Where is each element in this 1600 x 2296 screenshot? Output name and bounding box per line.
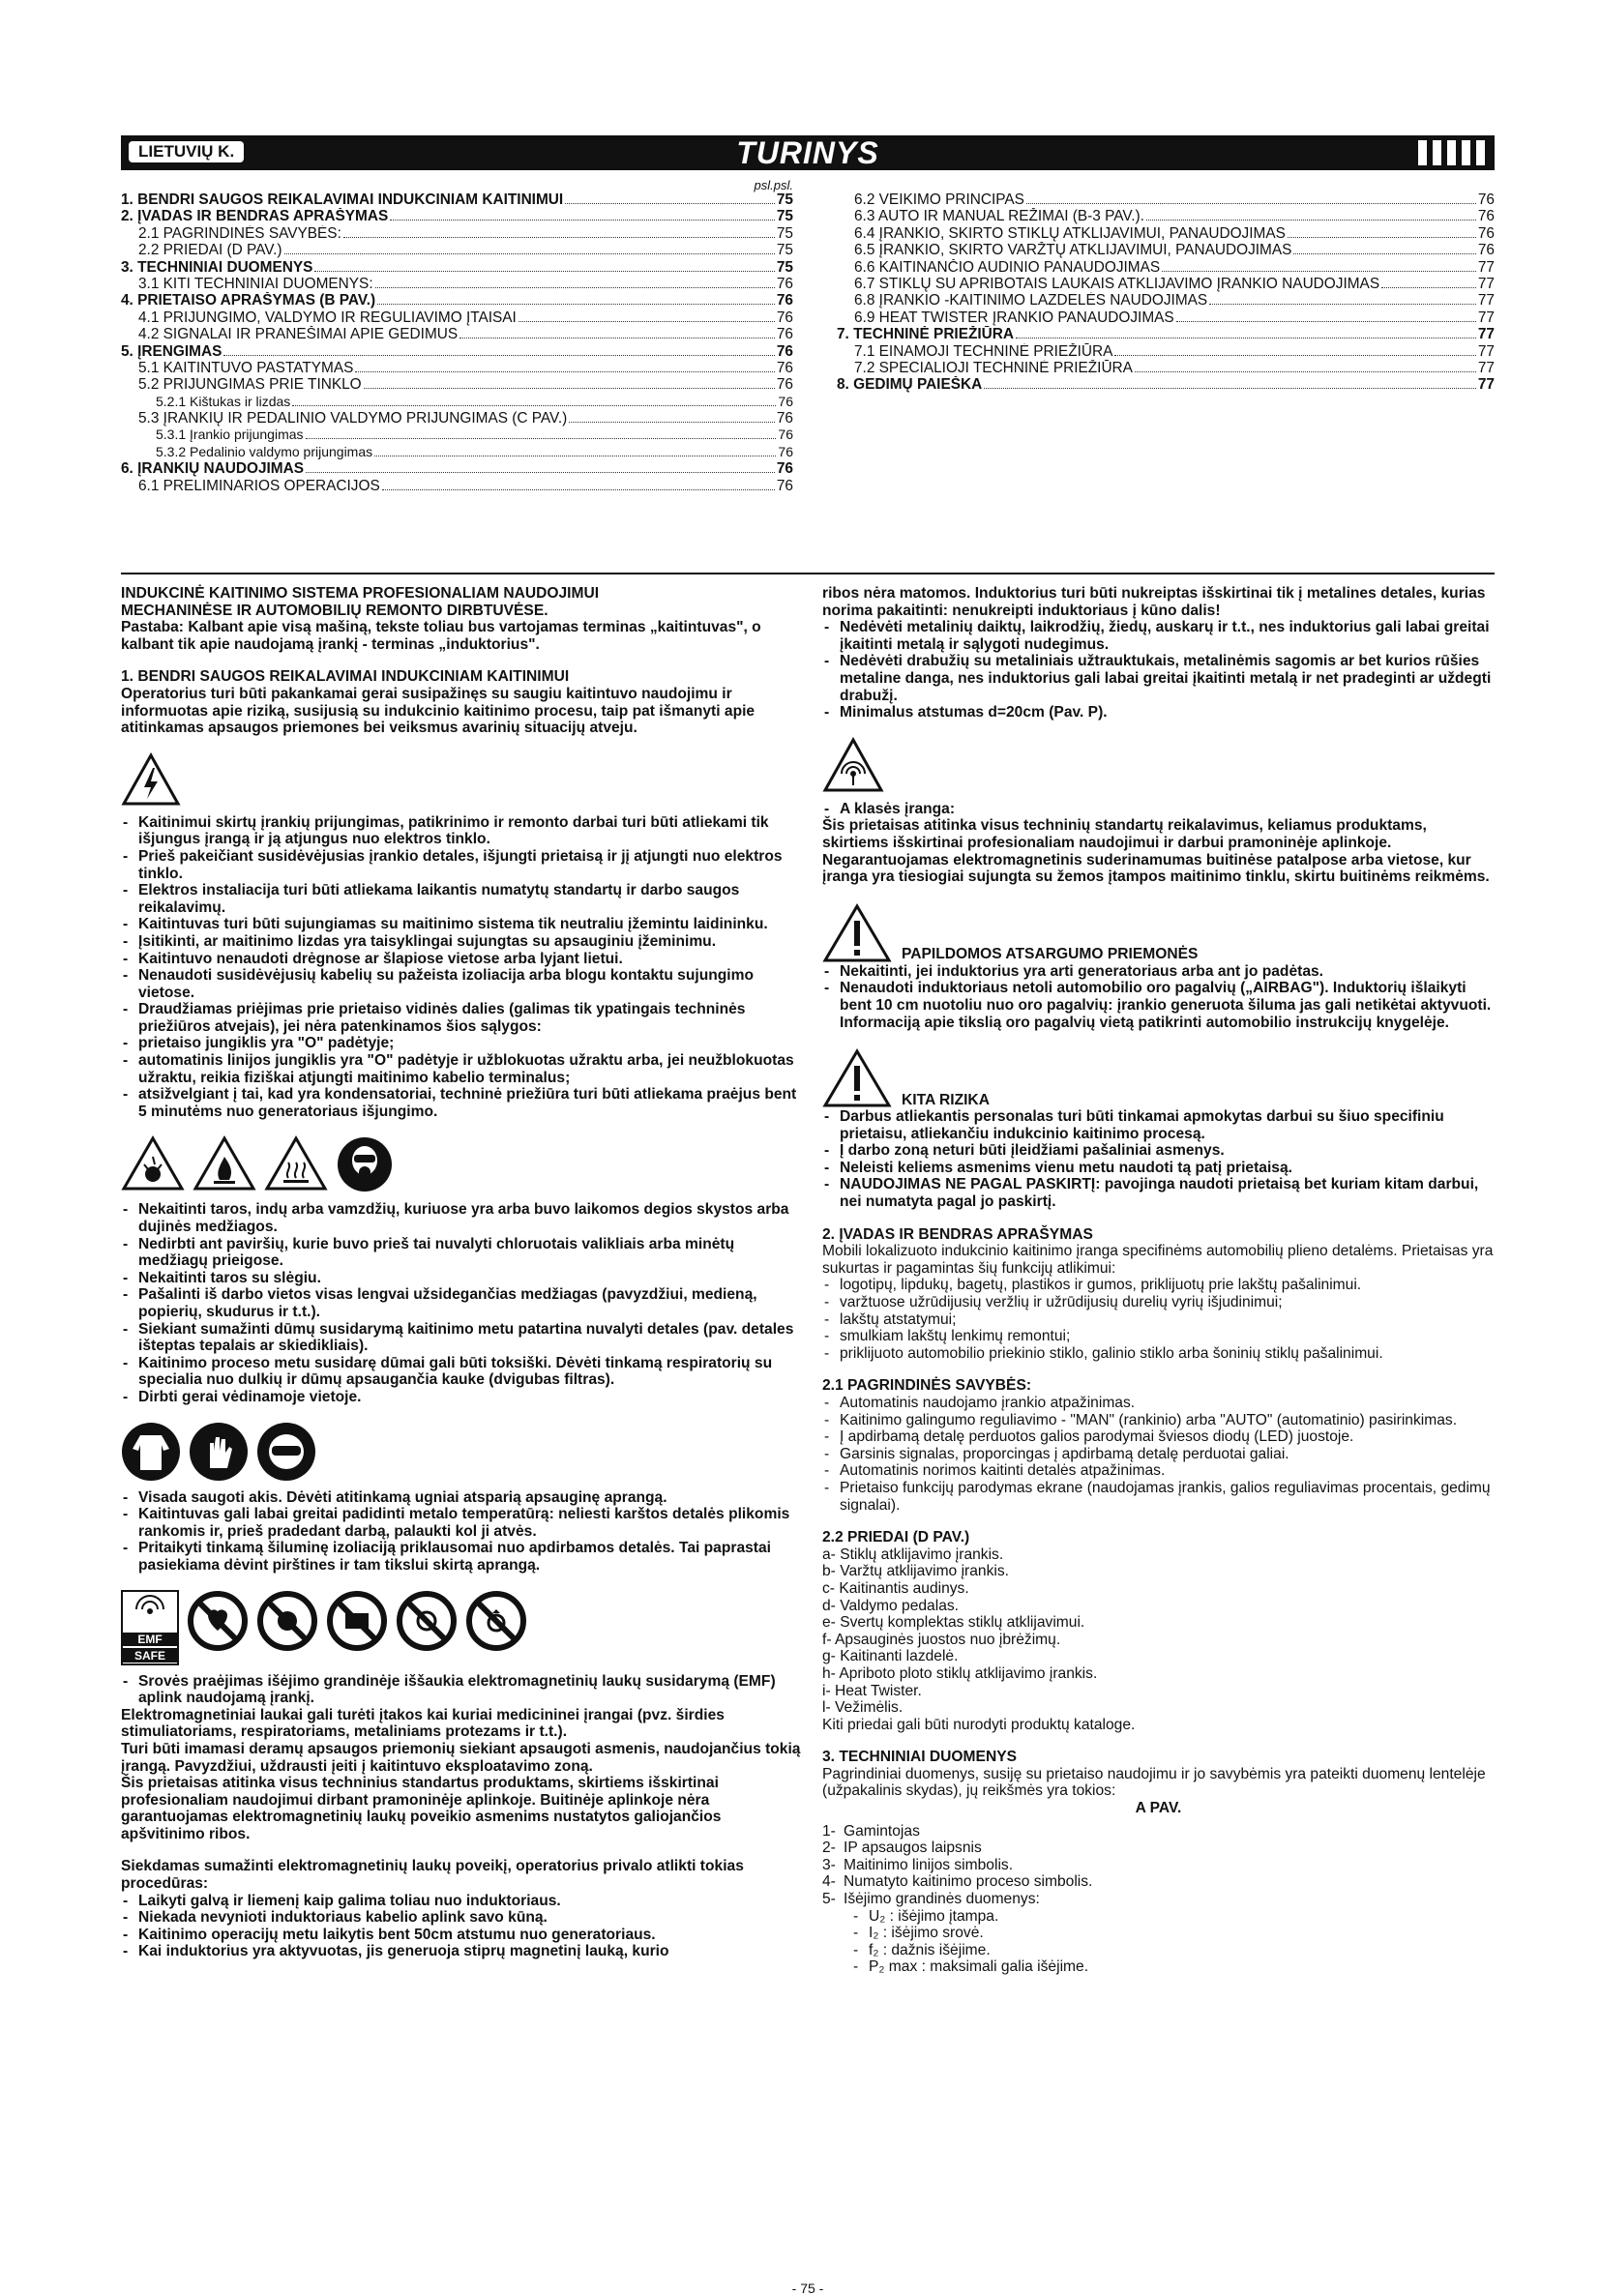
item-number: 2- <box>822 1840 836 1857</box>
extra-precautions-list <box>822 963 1495 1031</box>
list-item: - prietaiso jungiklis yra "O" padėtyje; <box>121 1035 808 1052</box>
toc-page-label: psl.psl. <box>754 178 793 192</box>
respirator-mask-icon <box>336 1135 394 1193</box>
toc-entry-title: 5. ĮRENGIMAS <box>121 342 222 360</box>
section-3-title: 3. TECHNINIAI DUOMENYS <box>822 1749 1018 1766</box>
accessories-note: Kiti priedai gali būti nurodyti produktų kataloge. <box>822 1716 1136 1733</box>
list-item: - Prietaiso funkcijų parodymas ekrane (naudojamas įrankis, galios reguliavimas procentais, gedimų signalai). <box>822 1480 1495 1514</box>
section-2-text: Mobili lokalizuoto indukcinio kaitinimo įranga specifinėms automobilių plieno detalėms. Prietaisas yra sukurtas ir pagamintas šių funkcijų atlikimui: <box>822 1243 1494 1277</box>
toc-entry-page: 77 <box>1477 292 1495 309</box>
toc-entry-page: 76 <box>776 460 793 478</box>
no-watch-icon <box>396 1590 458 1652</box>
list-item: - Elektros instaliacija turi būti atliekama laikantis numatytų standartų ir darbo saugos reikalavimų. <box>121 882 808 916</box>
toc-entry <box>837 309 1495 326</box>
list-item: - Minimalus atstumas d=20cm (Pav. P). <box>822 704 1495 721</box>
flammable-hazard-icon <box>193 1135 256 1192</box>
toc-entry-page: 77 <box>1477 342 1495 360</box>
toc-entry-page: 76 <box>776 376 793 394</box>
item-number: 3- <box>822 1856 836 1873</box>
accessory-item: g- Kaitinanti lazdelė. <box>822 1648 959 1665</box>
list-item: - U₂ : išėjimo įtampa. <box>851 1908 1495 1926</box>
toc-entry-title: 5.3 ĮRANKIŲ IR PEDALINIO VALDYMO PRIJUNGIMAS (C PAV.) <box>138 410 568 427</box>
no-pacemaker-icon <box>187 1590 249 1652</box>
toc-entry-title: 6.2 VEIKIMO PRINCIPAS <box>854 191 1024 208</box>
list-item: - Srovės praėjimas išėjimo grandinėje iššaukia elektromagnetinių laukų susidarymą (EMF) aplink naudojamą įrankį. <box>121 1673 808 1707</box>
accessory-item: d- Valdymo pedalas. <box>822 1597 959 1614</box>
item-number: 5- <box>822 1891 836 1908</box>
page-header <box>121 135 1495 170</box>
toc-entry-page: 76 <box>776 275 793 292</box>
toc-entry-title: 6.5 ĮRANKIO, SKIRTO VARŽTŲ ATKLIJAVIMUI, PANAUDOJIMAS <box>854 242 1292 259</box>
toc-entry-title: 1. BENDRI SAUGOS REIKALAVIMAI INDUKCINIAM KAITINIMUI <box>121 191 564 208</box>
toc-entry-page: 76 <box>778 427 793 443</box>
list-item: - Pašalinti iš darbo vietos visas lengvai užsidegančias medžiagas (pavyzdžiui, medieną, popierių, skudurus ir t.t.). <box>121 1286 808 1320</box>
list-item: - Įsitikinti, ar maitinimo lizdas yra taisyklingai sujungtas su apsauginiu įžeminimu. <box>121 933 808 951</box>
toc-entry <box>121 259 793 276</box>
emf-procedures-list <box>121 1893 808 1960</box>
fire-safety-list <box>121 1201 808 1405</box>
list-item: - Pritaikyti tinkamą šiluminę izoliaciją priklausomai nuo apdirbamos detalės. Tai paprastai pasiekiama dėvint pirštines ir tam tikslui skirtą aprangą. <box>121 1540 808 1574</box>
list-item: - Kai induktorius yra aktyvuotas, jis generuoja stiprų magnetinį lauką, kurio <box>121 1943 808 1960</box>
toc-entry-page: 77 <box>1477 326 1495 343</box>
list-item: - Neleisti keliems asmenims vienu metu naudoti tą patį prietaisą. <box>822 1160 1495 1177</box>
continued-text: ribos nėra matomos. Induktorius turi būti nukreiptas išskirtinai tik į metalines detales, kurias norima pakaitinti: nenukreipti induktoriaus į kūno dalis! <box>822 585 1486 619</box>
section-divider <box>121 573 1495 574</box>
toc-entry <box>121 191 793 208</box>
emf-label: EMF <box>137 1632 163 1646</box>
toc-entry <box>121 410 793 427</box>
electric-warning-icons <box>121 752 808 807</box>
emf-text-3: Šis prietaisas atitinka visus techninius standartus produktams, skirtiems išskirtinai profesionaliam naudojimui dirbant pramoninėje aplinkoje. Buitinėje aplinkoje nėra garantuojamas elektromagnetinių laukų poveikio asmenims nustatytos galiojančios apšvitinimo ribos. <box>121 1775 722 1842</box>
toc-entry <box>837 208 1495 224</box>
toc-entry-title: 6.7 STIKLŲ SU APRIBOTAIS LAUKAIS ATKLIJAVIMO ĮRANKIO NAUDOJIMAS <box>854 275 1380 292</box>
no-metal-objects-icon <box>326 1590 388 1652</box>
electric-safety-list <box>121 814 808 1121</box>
item-number: 4- <box>822 1873 836 1891</box>
accessory-item: b- Varžtų atklijavimo įrankis. <box>822 1563 1009 1580</box>
fire-warning-icons <box>121 1135 808 1193</box>
toc-entry <box>121 225 793 242</box>
section-2-2-title: 2.2 PRIEDAI (D PAV.) <box>822 1529 970 1546</box>
toc-entry <box>121 444 793 460</box>
toc-entry <box>121 292 793 309</box>
data-plate-item <box>822 1857 1495 1874</box>
data-plate-item <box>822 1840 1495 1857</box>
toc-entry <box>121 360 793 376</box>
toc-entry-title: 6.3 AUTO IR MANUAL REŽIMAI (B-3 PAV.). <box>854 208 1144 225</box>
toc-entry-title: 6.6 KAITINANČIO AUDINIO PANAUDOJIMAS <box>854 258 1161 276</box>
toc-entry-title: 6.1 PRELIMINARIOS OPERACIJOS <box>138 477 380 494</box>
toc-entry-page: 75 <box>776 208 793 225</box>
toc-entry <box>121 460 793 477</box>
toc-entry-title: 6.9 HEAT TWISTER ĮRANKIO PANAUDOJIMAS <box>854 309 1174 326</box>
list-item: - Nenaudoti susidėvėjusių kabelių su pažeista izoliacija arba blogu kontaktu sujungimo vietose. <box>121 967 808 1001</box>
toc-entry-title: 2.2 PRIEDAI (D PAV.) <box>138 242 282 259</box>
emf-text-1: Elektromagnetiniai laukai gali turėti įtakos kai kuriai medicininei įrangai (pvz. širdies stimuliatoriams, respiratoriams, metaliniams protezams ir t.t.). <box>121 1706 725 1741</box>
no-jewelry-icon <box>465 1590 527 1652</box>
other-risk-list <box>822 1108 1495 1176</box>
toc-entry-title: 3.1 KITI TECHNINIAI DUOMENYS: <box>138 275 373 292</box>
toc-entry <box>121 343 793 360</box>
other-risk-title: KITA RIZIKA <box>902 1091 990 1108</box>
section-2-title: 2. ĮVADAS IR BENDRAS APRAŠYMAS <box>822 1225 1093 1243</box>
toc-entry <box>121 376 793 393</box>
data-plate-item <box>822 1823 1495 1840</box>
ppe-list <box>121 1489 808 1575</box>
toc-entry <box>837 225 1495 242</box>
eye-protection-icon <box>256 1422 316 1482</box>
toc-entry <box>121 326 793 342</box>
figure-a-label: A PAV. <box>1135 1800 1182 1817</box>
item-text: Gamintojas <box>844 1822 920 1840</box>
list-item: - smulkiam lakštų lenkimų remontui; <box>822 1328 1495 1345</box>
accessory-item: c- Kaitinantis audinys. <box>822 1579 969 1597</box>
toc-entry <box>121 276 793 292</box>
toc-entry-title: 2. ĮVADAS IR BENDRAS APRAŠYMAS <box>121 208 389 225</box>
list-item: - Visada saugoti akis. Dėvėti atitinkamą ugniai atsparią apsauginę aprangą. <box>121 1489 808 1507</box>
magnetic-field-hazard-icon <box>822 737 884 793</box>
intro-note: Pastaba: Kalbant apie visą mašiną, tekste toliau bus vartojamas terminas „kaitintuvas", o kalbant tik apie naudojamą įrankį - terminas „induktorius". <box>121 619 761 653</box>
section-2-1-title: 2.1 PAGRINDINĖS SAVYBĖS: <box>822 1377 1032 1395</box>
toc-entry-page: 76 <box>1477 191 1495 208</box>
list-item: - Nedirbti ant paviršių, kurie buvo prieš tai nuvalyti chloruotais valikliais arba minėtų medžiagų prieigose. <box>121 1236 808 1270</box>
toc-entry <box>121 427 793 443</box>
metal-objects-list <box>822 619 1495 721</box>
toc-entry-page: 75 <box>776 191 793 208</box>
left-column <box>121 585 808 1960</box>
content-body <box>121 585 1495 2220</box>
misuse-warning: - NAUDOJIMAS NE PAGAL PASKIRTĮ: pavojinga naudoti prietaisą bet kuriam kitam darbui, nei numatyta pagal jo paskirtį. <box>822 1176 1495 1210</box>
toc-entry-page: 76 <box>776 359 793 376</box>
language-tag: LIETUVIŲ K. <box>129 141 244 162</box>
protective-clothing-icon <box>121 1422 181 1482</box>
list-item: - Niekada nevynioti induktoriaus kabelio aplink savo kūną. <box>121 1909 808 1927</box>
list-item: - Į apdirbamą detalę perduotos galios parodymai šviesos diodų (LED) juostoje. <box>822 1428 1495 1446</box>
accessories-list <box>822 1546 1495 1717</box>
data-plate-item <box>822 1873 1495 1891</box>
section-2-1-list <box>822 1395 1495 1514</box>
toc-entry <box>121 208 793 224</box>
toc-entry-title: 8. GEDIMŲ PAIEŠKA <box>837 376 983 394</box>
list-item: - Draudžiamas priėjimas prie prietaiso vidinės dalies (galimas tik ypatingais techninės priežiūros atvejais), jei nėra patenkinamos šios sąlygos: <box>121 1001 808 1035</box>
accessory-item: f- Apsauginės juostos nuo įbrėžimų. <box>822 1631 1061 1648</box>
accessory-item: h- Apriboto ploto stiklų atklijavimo įrankis. <box>822 1664 1098 1682</box>
data-plate-item <box>822 1891 1495 1908</box>
list-item: - Nenaudoti induktoriaus netoli automobilio oro pagalvių („AIRBAG"). Induktorių išlaikyti bent 10 cm nuotoliu nuo oro pagalvių: įrankio generuota šiluma jas gali netikėtai aktyvuoti. Informaciją apie tikslią oro pagalvių vietą patikrinti automobilio instrukcijų knygelėje. <box>822 980 1495 1031</box>
toc-entry-page: 75 <box>776 224 793 242</box>
list-item: - Laikyti galvą ir liemenį kaip galima toliau nuo induktoriaus. <box>121 1893 808 1910</box>
list-item: - P₂ max : maksimali galia išėjime. <box>851 1958 1495 1976</box>
toc-right-column <box>837 178 1495 394</box>
toc-entry-page: 75 <box>776 258 793 276</box>
class-a-title: - A klasės įranga: <box>822 801 1495 818</box>
section-2-list <box>822 1277 1495 1362</box>
toc-entry <box>837 343 1495 360</box>
toc-left-column <box>121 178 793 494</box>
item-text: Maitinimo linijos simbolis. <box>844 1856 1014 1873</box>
list-item: - Prieš pakeičiant susidėvėjusias įrankio detales, išjungti prietaisą ir jį atjungti nuo elektros tinklo. <box>121 848 808 882</box>
list-item: - Nedėvėti drabužių su metaliniais užtrauktukais, metalinėmis sagomis ar bet kurios rūšies metaline danga, nes induktorius gali labai greitai įkaitinti metalą ir net pradeginti ar uždegti drabužį. <box>822 653 1495 704</box>
toc-entry-page: 77 <box>1477 376 1495 394</box>
list-item: - varžtuose užrūdijusių veržlių ir užrūdijusių durelių vyrių išjudinimui; <box>822 1294 1495 1311</box>
toc-entry <box>837 242 1495 258</box>
toc-entry-page: 77 <box>1477 359 1495 376</box>
accessory-item: i- Heat Twister. <box>822 1682 922 1699</box>
toc-entry-page: 77 <box>1477 275 1495 292</box>
toc-entry-title: 7.1 EINAMOJI TECHNINĖ PRIEŽIŪRA <box>854 342 1113 360</box>
toc-entry-title: 5.3.2 Pedalinio valdymo prijungimas <box>156 443 373 459</box>
toc-entry-page: 76 <box>1477 208 1495 225</box>
toc-entry-page: 75 <box>776 242 793 259</box>
list-item: - Siekiant sumažinti dūmų susidarymą kaitinimo metu patartina nuvalyti detales (pav. detales išteptas tepalais ar skiedikliais). <box>121 1321 808 1355</box>
toc-entry <box>121 478 793 494</box>
extra-precautions-heading <box>822 903 1495 963</box>
toc-entry-page: 76 <box>778 443 793 459</box>
list-item: - lakštų atstatymui; <box>822 1311 1495 1329</box>
toc-entry-title: 6.8 ĮRANKIO -KAITINIMO LAZDELĖS NAUDOJIMAS <box>854 292 1208 309</box>
data-plate-list <box>822 1823 1495 1908</box>
no-implant-icon <box>256 1590 318 1652</box>
list-item: - f₂ : dažnis išėjime. <box>851 1942 1495 1959</box>
list-item: - Kaitintuvas gali labai greitai padidinti metalo temperatūrą: neliesti karštos detalės plikomis rankomis ir, prieš pradedant darbą, palaukti kol ji atvės. <box>121 1506 808 1540</box>
list-item: - Darbus atliekantis personalas turi būti tinkamai apmokytas darbui su šiuo specifiniu prietaisu, atliekančiu indukcinio kaitinimo procesą. <box>822 1108 1495 1142</box>
list-item: - Kaitinimui skirtų įrankių prijungimas, patikrinimo ir remonto darbai turi būti atliekami tik išjungus įrangą ir ją atjungus nuo elektros tinklo. <box>121 814 808 848</box>
emf-safe-icon <box>121 1590 179 1665</box>
list-item: - Kaitintuvo nenaudoti drėgnose ar šlapiose vietose arba lyjant lietui. <box>121 951 808 968</box>
output-data-list <box>822 1908 1495 1976</box>
emf-text-2: Turi būti imamasi deramų apsaugos priemonių siekiant apsaugoti asmenis, naudojančius tokią įrangą. Pavyzdžiui, uždrausti įeiti į kaitintuvo eksploatavimo zoną. <box>121 1740 801 1775</box>
protective-gloves-icon <box>189 1422 249 1482</box>
safe-label: SAFE <box>133 1648 166 1663</box>
list-item: - atsižvelgiant į tai, kad yra kondensatoriai, techninė priežiūra turi būti atliekama praėjus bent 5 minutėms nuo generatoriaus išjungimo. <box>121 1086 808 1120</box>
toc-entry <box>121 394 793 410</box>
warning-triangle-icon <box>822 1048 892 1108</box>
accessory-item: e- Svertų komplektas stiklų atklijavimui. <box>822 1614 1085 1632</box>
toc-entry-page: 76 <box>776 342 793 360</box>
list-item: - Nedėvėti metalinių daiktų, laikrodžių, žiedų, auskarų ir t.t., nes induktorius gali labai greitai įkaitinti metalą ir sąlygoti nudegimus. <box>822 619 1495 653</box>
item-text: Numatyto kaitinimo proceso simbolis. <box>844 1873 1093 1891</box>
list-item: - Kaitinimo operacijų metu laikytis bent 50cm atstumu nuo generatoriaus. <box>121 1927 808 1944</box>
toc-entry-page: 76 <box>1477 224 1495 242</box>
toc-entry-title: 4.2 SIGNALAI IR PRANEŠIMAI APIE GEDIMUS <box>138 326 459 343</box>
list-item: - automatinis linijos jungiklis yra "O" padėtyje ir užblokuotas užraktu arba, jei neužblokuotas užraktu, reikia fiziškai atjungti maitinimo kabelio terminalus; <box>121 1052 808 1086</box>
toc-entry-page: 77 <box>1477 309 1495 326</box>
explosion-hazard-icon <box>121 1135 185 1192</box>
list-item: - Automatinis norimos kaitinti detalės atpažinimas. <box>822 1462 1495 1480</box>
toc-entry-title: 4. PRIETAISO APRAŠYMAS (B PAV.) <box>121 292 376 309</box>
intro-title-1: INDUKCINĖ KAITINIMO SISTEMA PROFESIONALIAM NAUDOJIMUI <box>121 585 600 602</box>
list-item: - Į darbo zoną neturi būti įleidžiami pašaliniai asmenys. <box>822 1142 1495 1160</box>
toc-entry-title: 7. TECHNINĖ PRIEŽIŪRA <box>837 326 1014 343</box>
section-1-title: 1. BENDRI SAUGOS REIKALAVIMAI INDUKCINIAM KAITINIMUI <box>121 668 570 686</box>
toc-entry <box>837 259 1495 276</box>
toc-entry-page: 76 <box>778 393 793 409</box>
toc-entry-title: 7.2 SPECIALIOJI TECHNINĖ PRIEŽIŪRA <box>854 359 1133 376</box>
class-a-text: Šis prietaisas atitinka visus techninių standartų reikalavimus, keliamus produktams, skirtiems išskirtinai profesionaliam naudojimui ir darbui pramoninėje aplinkoje. Negarantuojamas elektromagnetinis suderinamumas buitinėse patalpose arba vietose, kur įranga yra tiesiogiai sujungta su žemos įtampos maitinimo tinklu, skirtu buitinėms reikmėms. <box>822 817 1490 886</box>
list-item: - Automatinis naudojamo įrankio atpažinimas. <box>822 1395 1495 1412</box>
right-column <box>822 585 1495 1976</box>
toc-entry <box>837 191 1495 208</box>
toc-entry-title: 6.4 ĮRANKIO, SKIRTO STIKLŲ ATKLIJAVIMUI, PANAUDOJIMAS <box>854 224 1286 242</box>
toc-entry-title: 4.1 PRIJUNGIMO, VALDYMO IR REGULIAVIMO ĮTAISAI <box>138 309 517 326</box>
toc-entry <box>121 242 793 258</box>
intro-title-2: MECHANINĖSE IR AUTOMOBILIŲ REMONTO DIRBTUVĖSE. <box>121 602 548 619</box>
list-item: - Kaitintuvas turi būti sujungiamas su maitinimo sistema tik neutraliu įžemintu laidininku. <box>121 916 808 933</box>
toc-entry <box>837 276 1495 292</box>
toc-entry-title: 5.2.1 Kištukas ir lizdas <box>156 393 291 409</box>
ppe-icons <box>121 1422 808 1482</box>
list-item: - Nekaitinti taros, indų arba vamzdžių, kuriuose yra arba buvo laikomos degios skystos arba dujinės medžiagos. <box>121 1201 808 1235</box>
toc-entry <box>837 292 1495 309</box>
section-1-text: Operatorius turi būti pakankamai gerai susipažinęs su saugiu kaitintuvo naudojimu ir informuotas apie riziką, susijusią su indukcinio kaitinimo procesu, taip pat išmanyti apie atitinkamas apsaugos priemones bei veiksmus avarinių situacijų atveju. <box>121 685 756 737</box>
item-text: IP apsaugos laipsnis <box>844 1840 982 1857</box>
list-item: - I₂ : išėjimo srovė. <box>851 1925 1495 1942</box>
toc-entry-title: 2.1 PAGRINDINĖS SAVYBĖS: <box>138 224 341 242</box>
toc-entry <box>837 376 1495 393</box>
item-text: Išėjimo grandinės duomenys: <box>844 1891 1040 1908</box>
section-3-text: Pagrindiniai duomenys, susiję su prietaiso naudojimu ir jo savybėmis yra pateikti duomenų lentelėje (užpakalinis skydas), jų reikšmės yra tokios: <box>822 1765 1486 1800</box>
list-item: - Kaitinimo proceso metu susidarę dūmai gali būti toksiški. Dėvėti tinkamą respiratorių su specialia nuo dulkių ir dūmų apsaugančia kauke (dvigubas filtras). <box>121 1355 808 1389</box>
toc-entry <box>121 309 793 326</box>
list-item: - Nekaitinti, jei induktorius yra arti generatoriaus arba ant jo padėtas. <box>822 963 1495 981</box>
toc-entry-title: 6. ĮRANKIŲ NAUDOJIMAS <box>121 460 304 478</box>
toc-entry-page: 76 <box>776 410 793 427</box>
toc-entry-page: 76 <box>776 326 793 343</box>
toc-entry-page: 76 <box>776 292 793 309</box>
list-item: - Dirbti gerai vėdinamoje vietoje. <box>121 1389 808 1406</box>
toc-entry <box>837 326 1495 342</box>
list-item: - logotipų, lipdukų, bagetų, plastikos ir gumos, priklijuotų prie lakštų pašalinimui. <box>822 1277 1495 1294</box>
emf-field-icons <box>822 737 1495 793</box>
toc-entry-page: 76 <box>776 309 793 326</box>
electric-hazard-icon <box>121 752 181 807</box>
emf-icons <box>121 1590 808 1665</box>
list-item: - Kaitinimo galingumo reguliavimo - "MAN" (rankinio) arba "AUTO" (automatinio) pasirinkimas. <box>822 1412 1495 1429</box>
toc-entry-title: 3. TECHNINIAI DUOMENYS <box>121 258 313 276</box>
other-risk-heading <box>822 1048 1495 1108</box>
table-of-contents <box>121 170 1495 605</box>
accessory-item: a- Stiklų atklijavimo įrankis. <box>822 1545 1004 1563</box>
extra-precautions-title: PAPILDOMOS ATSARGUMO PRIEMONĖS <box>902 946 1199 963</box>
warning-triangle-icon <box>822 903 892 963</box>
page-number: - 75 - <box>791 2281 824 2296</box>
toc-entry-page: 76 <box>776 477 793 494</box>
toc-entry-page: 77 <box>1477 258 1495 276</box>
toc-entry-title: 5.1 KAITINTUVO PASTATYMAS <box>138 359 354 376</box>
list-item: - priklijuoto automobilio priekinio stiklo, galinio stiklo arba šoninių stiklų pašalinimui. <box>822 1345 1495 1363</box>
toc-entry-page: 76 <box>1477 242 1495 259</box>
header-bars <box>1418 140 1485 165</box>
list-item: - Nekaitinti taros su slėgiu. <box>121 1270 808 1287</box>
item-number: 1- <box>822 1822 836 1840</box>
manual-page <box>121 135 1495 2296</box>
toc-entry-title: 5.2 PRIJUNGIMAS PRIE TINKLO <box>138 376 362 394</box>
toc-entry-title: 5.3.1 Įrankio prijungimas <box>156 427 304 443</box>
emf-list <box>121 1673 808 1707</box>
hot-surface-icon <box>264 1135 328 1192</box>
emf-text-4: Siekdamas sumažinti elektromagnetinių laukų poveikį, operatorius privalo atlikti tokias procedūras: <box>121 1858 744 1893</box>
toc-entry <box>837 360 1495 376</box>
page-title: TURINYS <box>736 135 879 170</box>
accessory-item: l- Vežimėlis. <box>822 1699 904 1717</box>
list-item: - Garsinis signalas, proporcingas į apdirbamą detalę perduotai galiai. <box>822 1446 1495 1463</box>
